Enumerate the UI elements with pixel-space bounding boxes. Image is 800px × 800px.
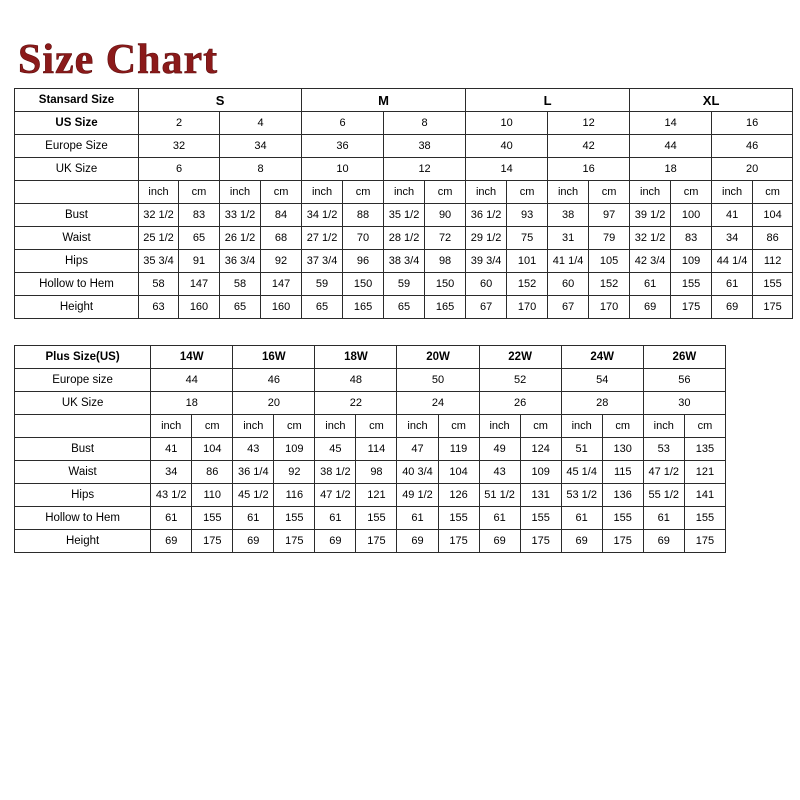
cell: 60 bbox=[548, 273, 589, 296]
unit-cell: cm bbox=[684, 415, 725, 438]
cell: 150 bbox=[425, 273, 466, 296]
cell: 50 bbox=[397, 369, 479, 392]
unit-cell: cm bbox=[438, 415, 479, 438]
table-row bbox=[15, 461, 726, 484]
cell: 136 bbox=[602, 484, 643, 507]
size-group-18w: 18W bbox=[315, 346, 397, 369]
row-label-bust: Bust bbox=[15, 204, 139, 227]
cell: 69 bbox=[561, 530, 602, 553]
cell: 98 bbox=[425, 250, 466, 273]
cell: 60 bbox=[466, 273, 507, 296]
cell: 61 bbox=[630, 273, 671, 296]
unit-cell: cm bbox=[602, 415, 643, 438]
size-group-14w: 14W bbox=[151, 346, 233, 369]
cell: 38 bbox=[384, 135, 466, 158]
cell: 175 bbox=[671, 296, 712, 319]
cell: 155 bbox=[753, 273, 793, 296]
cell: 131 bbox=[520, 484, 561, 507]
cell: 53 bbox=[643, 438, 684, 461]
cell: 121 bbox=[356, 484, 397, 507]
cell: 59 bbox=[384, 273, 425, 296]
cell: 65 bbox=[384, 296, 425, 319]
cell: 20 bbox=[712, 158, 793, 181]
size-group-m: M bbox=[302, 89, 466, 112]
cell: 65 bbox=[220, 296, 261, 319]
cell: 38 bbox=[548, 204, 589, 227]
cell: 92 bbox=[261, 250, 302, 273]
cell: 155 bbox=[356, 507, 397, 530]
cell: 61 bbox=[479, 507, 520, 530]
cell: 37 3/4 bbox=[302, 250, 343, 273]
table-row-units bbox=[15, 415, 726, 438]
cell: 29 1/2 bbox=[466, 227, 507, 250]
cell: 34 bbox=[712, 227, 753, 250]
plus-size-table bbox=[14, 345, 726, 553]
cell: 58 bbox=[139, 273, 179, 296]
unit-cell: inch bbox=[712, 181, 753, 204]
cell: 36 1/2 bbox=[466, 204, 507, 227]
table-row bbox=[15, 438, 726, 461]
unit-cell: inch bbox=[384, 181, 425, 204]
unit-cell: cm bbox=[356, 415, 397, 438]
cell: 96 bbox=[343, 250, 384, 273]
standard-header-label: Stansard Size bbox=[15, 89, 139, 112]
row-label-europe-size: Europe Size bbox=[15, 135, 139, 158]
cell: 42 bbox=[548, 135, 630, 158]
table-gap bbox=[14, 319, 786, 345]
cell: 175 bbox=[753, 296, 793, 319]
cell: 25 1/2 bbox=[139, 227, 179, 250]
unit-cell: cm bbox=[753, 181, 793, 204]
cell: 112 bbox=[753, 250, 793, 273]
cell: 52 bbox=[479, 369, 561, 392]
cell: 24 bbox=[397, 392, 479, 415]
cell: 104 bbox=[438, 461, 479, 484]
cell: 84 bbox=[261, 204, 302, 227]
row-label-hollow-to-hem: Hollow to Hem bbox=[15, 507, 151, 530]
cell: 61 bbox=[315, 507, 356, 530]
row-label-waist: Waist bbox=[15, 461, 151, 484]
cell: 67 bbox=[466, 296, 507, 319]
cell: 175 bbox=[438, 530, 479, 553]
cell: 47 1/2 bbox=[315, 484, 356, 507]
cell: 104 bbox=[753, 204, 793, 227]
size-group-s: S bbox=[139, 89, 302, 112]
cell: 141 bbox=[684, 484, 725, 507]
cell: 36 3/4 bbox=[220, 250, 261, 273]
row-label-uk-size: UK Size bbox=[15, 392, 151, 415]
unit-cell: cm bbox=[507, 181, 548, 204]
cell: 175 bbox=[684, 530, 725, 553]
row-label-height: Height bbox=[15, 530, 151, 553]
unit-cell: inch bbox=[151, 415, 192, 438]
cell: 104 bbox=[192, 438, 233, 461]
cell: 18 bbox=[630, 158, 712, 181]
cell: 55 1/2 bbox=[643, 484, 684, 507]
row-label-waist: Waist bbox=[15, 227, 139, 250]
cell: 43 bbox=[479, 461, 520, 484]
unit-cell: cm bbox=[425, 181, 466, 204]
unit-cell: cm bbox=[589, 181, 630, 204]
table-row bbox=[15, 507, 726, 530]
cell: 38 3/4 bbox=[384, 250, 425, 273]
cell: 175 bbox=[356, 530, 397, 553]
cell: 22 bbox=[315, 392, 397, 415]
cell: 105 bbox=[589, 250, 630, 273]
cell: 48 bbox=[315, 369, 397, 392]
cell: 27 1/2 bbox=[302, 227, 343, 250]
cell: 46 bbox=[712, 135, 793, 158]
cell: 175 bbox=[274, 530, 315, 553]
unit-cell: inch bbox=[643, 415, 684, 438]
cell: 90 bbox=[425, 204, 466, 227]
unit-cell: cm bbox=[671, 181, 712, 204]
cell: 18 bbox=[151, 392, 233, 415]
cell: 10 bbox=[466, 112, 548, 135]
cell: 36 1/4 bbox=[233, 461, 274, 484]
row-label-hips: Hips bbox=[15, 484, 151, 507]
cell: 10 bbox=[302, 158, 384, 181]
cell: 53 1/2 bbox=[561, 484, 602, 507]
row-label-hips: Hips bbox=[15, 250, 139, 273]
cell: 147 bbox=[179, 273, 220, 296]
cell: 12 bbox=[384, 158, 466, 181]
table-row bbox=[15, 484, 726, 507]
cell: 155 bbox=[438, 507, 479, 530]
cell: 155 bbox=[520, 507, 561, 530]
cell: 68 bbox=[261, 227, 302, 250]
unit-cell: inch bbox=[139, 181, 179, 204]
cell: 8 bbox=[220, 158, 302, 181]
cell: 69 bbox=[233, 530, 274, 553]
cell: 86 bbox=[753, 227, 793, 250]
unit-cell: cm bbox=[343, 181, 384, 204]
cell: 35 3/4 bbox=[139, 250, 179, 273]
unit-cell: inch bbox=[315, 415, 356, 438]
cell: 165 bbox=[343, 296, 384, 319]
cell: 69 bbox=[712, 296, 753, 319]
cell: 32 bbox=[139, 135, 220, 158]
unit-cell: inch bbox=[466, 181, 507, 204]
cell: 69 bbox=[643, 530, 684, 553]
cell: 126 bbox=[438, 484, 479, 507]
cell: 28 1/2 bbox=[384, 227, 425, 250]
cell: 40 3/4 bbox=[397, 461, 438, 484]
row-label-hollow-to-hem: Hollow to Hem bbox=[15, 273, 139, 296]
cell: 44 bbox=[151, 369, 233, 392]
cell: 83 bbox=[671, 227, 712, 250]
cell: 147 bbox=[261, 273, 302, 296]
cell: 59 bbox=[302, 273, 343, 296]
cell: 69 bbox=[630, 296, 671, 319]
cell: 35 1/2 bbox=[384, 204, 425, 227]
cell: 4 bbox=[220, 112, 302, 135]
cell: 65 bbox=[179, 227, 220, 250]
cell: 109 bbox=[274, 438, 315, 461]
cell: 170 bbox=[589, 296, 630, 319]
cell: 54 bbox=[561, 369, 643, 392]
table-row bbox=[15, 112, 793, 135]
cell: 130 bbox=[602, 438, 643, 461]
cell: 43 bbox=[233, 438, 274, 461]
unit-cell: cm bbox=[179, 181, 220, 204]
cell: 160 bbox=[179, 296, 220, 319]
cell: 61 bbox=[712, 273, 753, 296]
size-group-26w: 26W bbox=[643, 346, 725, 369]
cell: 116 bbox=[274, 484, 315, 507]
unit-cell: inch bbox=[220, 181, 261, 204]
cell: 61 bbox=[151, 507, 192, 530]
cell: 31 bbox=[548, 227, 589, 250]
unit-cell: inch bbox=[479, 415, 520, 438]
table-row bbox=[15, 273, 793, 296]
cell: 86 bbox=[192, 461, 233, 484]
cell: 61 bbox=[561, 507, 602, 530]
cell: 70 bbox=[343, 227, 384, 250]
cell: 175 bbox=[602, 530, 643, 553]
size-group-xl: XL bbox=[630, 89, 793, 112]
cell: 61 bbox=[643, 507, 684, 530]
cell: 45 1/2 bbox=[233, 484, 274, 507]
cell: 49 bbox=[479, 438, 520, 461]
cell: 121 bbox=[684, 461, 725, 484]
unit-row-empty-label bbox=[15, 415, 151, 438]
table-row-header bbox=[15, 89, 793, 112]
table-row bbox=[15, 158, 793, 181]
cell: 100 bbox=[671, 204, 712, 227]
cell: 92 bbox=[274, 461, 315, 484]
cell: 63 bbox=[139, 296, 179, 319]
cell: 109 bbox=[520, 461, 561, 484]
cell: 69 bbox=[315, 530, 356, 553]
cell: 61 bbox=[397, 507, 438, 530]
table-row-units bbox=[15, 181, 793, 204]
size-group-20w: 20W bbox=[397, 346, 479, 369]
cell: 39 3/4 bbox=[466, 250, 507, 273]
cell: 33 1/2 bbox=[220, 204, 261, 227]
cell: 2 bbox=[139, 112, 220, 135]
cell: 91 bbox=[179, 250, 220, 273]
table-row bbox=[15, 530, 726, 553]
cell: 43 1/2 bbox=[151, 484, 192, 507]
cell: 32 1/2 bbox=[630, 227, 671, 250]
cell: 150 bbox=[343, 273, 384, 296]
cell: 97 bbox=[589, 204, 630, 227]
unit-cell: cm bbox=[274, 415, 315, 438]
row-label-uk-size: UK Size bbox=[15, 158, 139, 181]
cell: 69 bbox=[397, 530, 438, 553]
row-label-europe-size: Europe size bbox=[15, 369, 151, 392]
cell: 34 bbox=[151, 461, 192, 484]
cell: 109 bbox=[671, 250, 712, 273]
table-row bbox=[15, 296, 793, 319]
cell: 101 bbox=[507, 250, 548, 273]
cell: 98 bbox=[356, 461, 397, 484]
cell: 155 bbox=[274, 507, 315, 530]
cell: 65 bbox=[302, 296, 343, 319]
cell: 88 bbox=[343, 204, 384, 227]
cell: 155 bbox=[671, 273, 712, 296]
cell: 175 bbox=[520, 530, 561, 553]
cell: 38 1/2 bbox=[315, 461, 356, 484]
cell: 47 bbox=[397, 438, 438, 461]
unit-cell: inch bbox=[302, 181, 343, 204]
cell: 47 1/2 bbox=[643, 461, 684, 484]
table-row-header bbox=[15, 346, 726, 369]
cell: 8 bbox=[384, 112, 466, 135]
size-group-22w: 22W bbox=[479, 346, 561, 369]
cell: 79 bbox=[589, 227, 630, 250]
cell: 175 bbox=[192, 530, 233, 553]
cell: 14 bbox=[466, 158, 548, 181]
plus-header-label: Plus Size(US) bbox=[15, 346, 151, 369]
cell: 155 bbox=[192, 507, 233, 530]
unit-cell: cm bbox=[192, 415, 233, 438]
unit-cell: cm bbox=[261, 181, 302, 204]
cell: 40 bbox=[466, 135, 548, 158]
cell: 44 bbox=[630, 135, 712, 158]
cell: 41 1/4 bbox=[548, 250, 589, 273]
cell: 28 bbox=[561, 392, 643, 415]
cell: 110 bbox=[192, 484, 233, 507]
unit-cell: cm bbox=[520, 415, 561, 438]
cell: 124 bbox=[520, 438, 561, 461]
cell: 155 bbox=[602, 507, 643, 530]
cell: 170 bbox=[507, 296, 548, 319]
size-group-24w: 24W bbox=[561, 346, 643, 369]
cell: 155 bbox=[684, 507, 725, 530]
row-label-height: Height bbox=[15, 296, 139, 319]
cell: 83 bbox=[179, 204, 220, 227]
cell: 67 bbox=[548, 296, 589, 319]
cell: 152 bbox=[589, 273, 630, 296]
cell: 36 bbox=[302, 135, 384, 158]
cell: 34 bbox=[220, 135, 302, 158]
cell: 160 bbox=[261, 296, 302, 319]
cell: 45 1/4 bbox=[561, 461, 602, 484]
unit-cell: inch bbox=[233, 415, 274, 438]
cell: 14 bbox=[630, 112, 712, 135]
cell: 41 bbox=[151, 438, 192, 461]
cell: 115 bbox=[602, 461, 643, 484]
cell: 44 1/4 bbox=[712, 250, 753, 273]
row-label-bust: Bust bbox=[15, 438, 151, 461]
cell: 165 bbox=[425, 296, 466, 319]
cell: 58 bbox=[220, 273, 261, 296]
unit-cell: inch bbox=[397, 415, 438, 438]
cell: 46 bbox=[233, 369, 315, 392]
table-row bbox=[15, 369, 726, 392]
cell: 135 bbox=[684, 438, 725, 461]
table-row bbox=[15, 392, 726, 415]
cell: 34 1/2 bbox=[302, 204, 343, 227]
cell: 51 1/2 bbox=[479, 484, 520, 507]
cell: 6 bbox=[139, 158, 220, 181]
cell: 26 1/2 bbox=[220, 227, 261, 250]
cell: 20 bbox=[233, 392, 315, 415]
cell: 45 bbox=[315, 438, 356, 461]
cell: 12 bbox=[548, 112, 630, 135]
cell: 26 bbox=[479, 392, 561, 415]
size-group-16w: 16W bbox=[233, 346, 315, 369]
standard-size-table bbox=[14, 88, 793, 319]
cell: 69 bbox=[479, 530, 520, 553]
cell: 6 bbox=[302, 112, 384, 135]
table-row bbox=[15, 250, 793, 273]
page-title: Size Chart bbox=[18, 37, 219, 83]
table-row bbox=[15, 227, 793, 250]
cell: 39 1/2 bbox=[630, 204, 671, 227]
row-label-us-size: US Size bbox=[15, 112, 139, 135]
cell: 49 1/2 bbox=[397, 484, 438, 507]
unit-cell: inch bbox=[548, 181, 589, 204]
cell: 93 bbox=[507, 204, 548, 227]
unit-cell: inch bbox=[630, 181, 671, 204]
cell: 41 bbox=[712, 204, 753, 227]
cell: 114 bbox=[356, 438, 397, 461]
cell: 61 bbox=[233, 507, 274, 530]
table-row bbox=[15, 135, 793, 158]
cell: 32 1/2 bbox=[139, 204, 179, 227]
table-row bbox=[15, 204, 793, 227]
cell: 119 bbox=[438, 438, 479, 461]
cell: 42 3/4 bbox=[630, 250, 671, 273]
unit-row-empty-label bbox=[15, 181, 139, 204]
cell: 75 bbox=[507, 227, 548, 250]
cell: 51 bbox=[561, 438, 602, 461]
cell: 72 bbox=[425, 227, 466, 250]
size-group-l: L bbox=[466, 89, 630, 112]
cell: 16 bbox=[712, 112, 793, 135]
cell: 16 bbox=[548, 158, 630, 181]
cell: 30 bbox=[643, 392, 725, 415]
cell: 69 bbox=[151, 530, 192, 553]
cell: 56 bbox=[643, 369, 725, 392]
cell: 152 bbox=[507, 273, 548, 296]
unit-cell: inch bbox=[561, 415, 602, 438]
